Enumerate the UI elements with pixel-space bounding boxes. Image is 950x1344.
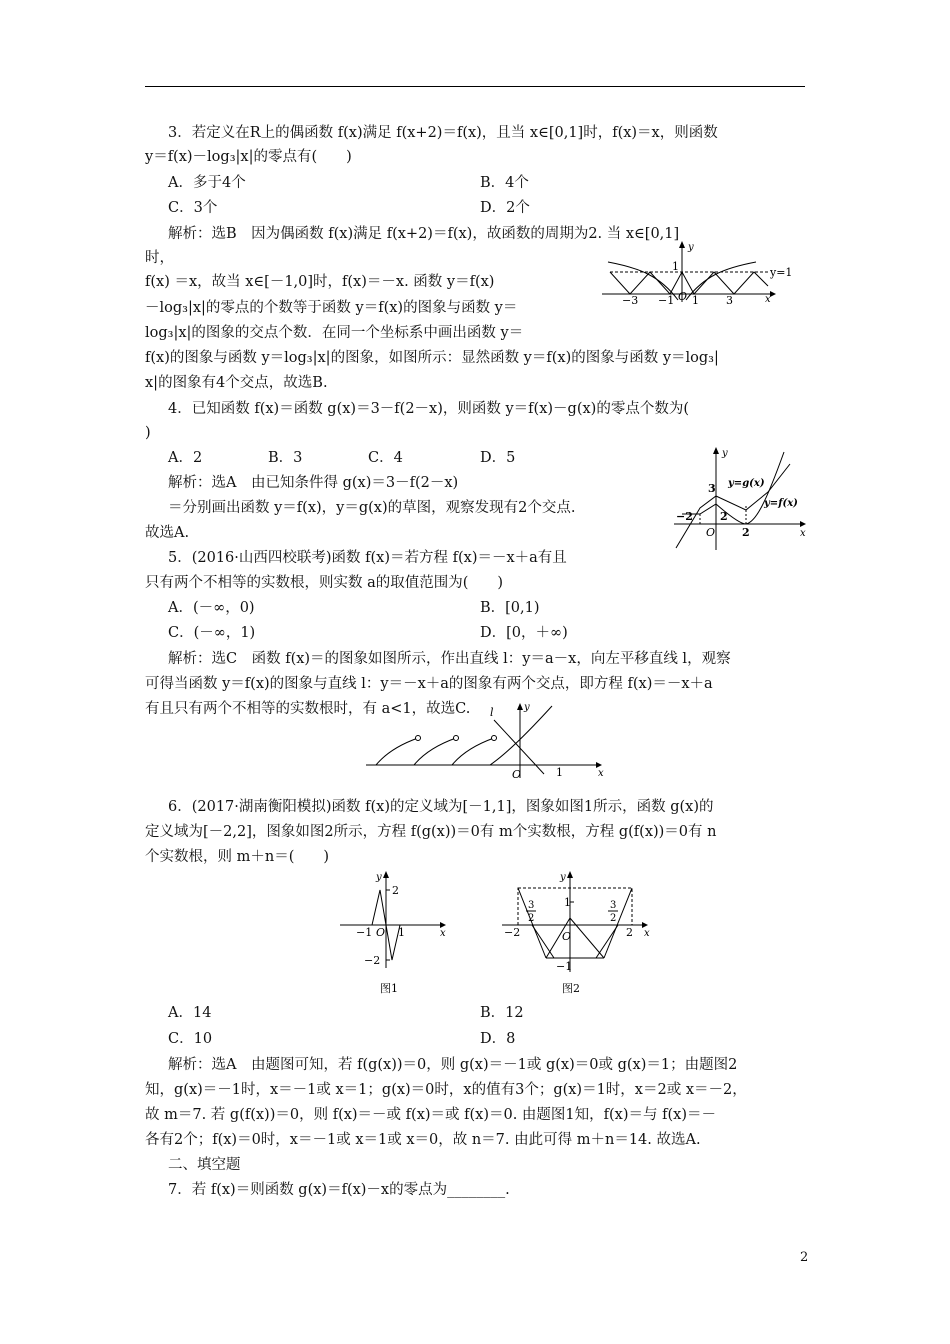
- q3-solution-line5: log₃|x|的图象的交点个数．在同一个坐标系中画出函数 y＝: [145, 325, 524, 341]
- fig4-neg2-label: −2: [364, 954, 381, 967]
- fig5-neg1-label: −1: [556, 960, 573, 973]
- figure-2: [498, 868, 658, 998]
- fig5-one-label: 1: [564, 896, 571, 909]
- q4-option-a: A．2: [168, 450, 203, 466]
- q3-option-a: A．多于4个: [168, 175, 246, 191]
- fig1-one-label: 1: [672, 260, 679, 273]
- q4-solution-line2: ＝分别画出函数 y＝f(x)，y＝g(x)的草图，观察发现有2个交点.: [168, 500, 576, 516]
- fig2-origin-label: O: [706, 526, 716, 539]
- q6-line1: 6．(2017·湖南衡阳模拟)函数 f(x)的定义域为[－1,1]，图象如图1所示，函数 g(x)的: [168, 799, 714, 815]
- fig4-caption: 图1: [380, 982, 398, 995]
- q4-option-d: D．5: [480, 450, 516, 466]
- q6-solution-line1: 解析：选A 由题图可知，若 f(g(x))＝0，则 g(x)＝－1或 g(x)＝0或 g(x)＝1；由题图2: [168, 1057, 738, 1073]
- q5-solution-line1: 解析：选C 函数 f(x)＝的图象如图所示，作出直线 l：y＝a－x，向左平移直线 l，观察: [168, 651, 731, 667]
- q5-line2: 只有两个不相等的实数根，则实数 a的取值范围为( ): [145, 575, 504, 591]
- q6-line3: 个实数根，则 m＋n＝( ): [145, 849, 330, 865]
- fig1-neg1-label: −1: [658, 294, 675, 306]
- fig5-frac-left-num: 3: [528, 900, 535, 911]
- fig4-x-label: x: [440, 928, 446, 939]
- page-number: 2: [800, 1250, 809, 1265]
- fig5-frac-left-den: 2: [528, 913, 535, 924]
- fig1-y-label: y: [688, 242, 694, 253]
- q6-line2: 定义域为[－2,2]，图象如图2所示，方程 f(g(x))＝0有 m个实数根，方程 g(f(x))＝0有 n: [145, 824, 717, 840]
- fig4-one-label: 1: [398, 926, 405, 939]
- fig5-frac-right-den: 2: [610, 913, 617, 924]
- fig3-x-label: x: [598, 768, 604, 779]
- q6-option-b: B．12: [480, 1005, 524, 1021]
- fig4-y-label: y: [376, 872, 382, 883]
- fig5-y-label: y: [560, 872, 566, 883]
- q4-line2: ): [145, 425, 151, 441]
- q6-solution-line3: 故 m＝7. 若 g(f(x))＝0，则 f(x)＝－或 f(x)＝或 f(x)＝0. 由题图1知，f(x)＝与 f(x)＝－: [145, 1107, 716, 1123]
- fig5-two-label: 2: [626, 926, 633, 939]
- fig2-x2-label: 2: [742, 526, 750, 539]
- fig1-x-label: x: [765, 294, 771, 305]
- q3-option-d: D．2个: [480, 200, 530, 216]
- q5-option-d: D．[0，＋∞): [480, 625, 568, 641]
- fig5-caption: 图2: [562, 982, 580, 995]
- q4-option-c: C．4: [368, 450, 403, 466]
- figure-periodic-function: [600, 238, 805, 306]
- section-heading-fill-in: 二、填空题: [168, 1157, 241, 1173]
- fig5-origin-label: O: [562, 930, 572, 943]
- fig3-origin-label: O: [512, 768, 522, 780]
- fig1-pos3-label: 3: [726, 294, 733, 306]
- q6-option-d: D．8: [480, 1031, 516, 1047]
- fig2-two-label: 2: [720, 510, 728, 523]
- q3-solution-line6: f(x)的图象与函数 y＝log₃|x|的图象，如图所示：显然函数 y＝f(x)的图象与函数 y＝log₃|: [145, 350, 719, 366]
- fig2-x-label: x: [800, 528, 806, 539]
- q3-solution-line4: －log₃|x|的零点的个数等于函数 y＝f(x)的图象与函数 y＝: [145, 300, 518, 316]
- q6-solution-line4: 各有2个；f(x)＝0时，x＝－1或 x＝1或 x＝0，故 n＝7. 由此可得 m＋n＝14. 故选A.: [145, 1132, 701, 1148]
- fig5-x-label: x: [644, 928, 650, 939]
- fig5-neg2-label: −2: [504, 926, 521, 939]
- q3-line2: y＝f(x)－log₃|x|的零点有( ): [145, 149, 352, 165]
- header-rule: [145, 86, 805, 87]
- fig1-pos1-label: 1: [692, 294, 699, 306]
- q3-option-c: C．3个: [168, 200, 218, 216]
- q3-option-b: B．4个: [480, 175, 529, 191]
- q5-option-a: A．(－∞，0): [168, 600, 255, 616]
- q5-option-b: B．[0,1): [480, 600, 540, 616]
- fig5-frac-right-num: 3: [610, 900, 617, 911]
- figure-1: [336, 868, 456, 998]
- fig3-y-label: y: [524, 702, 530, 713]
- q6-option-a: A．14: [168, 1005, 212, 1021]
- q5-solution-line2: 可得当函数 y＝f(x)的图象与直线 l：y＝－x＋a的图象有两个交点，即方程 f(x)＝－x＋a: [145, 676, 713, 692]
- fig4-two-label: 2: [392, 884, 399, 897]
- fig4-origin-label: O: [376, 926, 386, 939]
- q5-solution-line3: 有且只有两个不相等的实数根时，有 a<1，故选C.: [145, 701, 471, 717]
- figure-f-and-g: [672, 440, 808, 552]
- q7-line1: 7．若 f(x)＝则函数 g(x)＝f(x)－x的零点为________.: [168, 1182, 510, 1198]
- fig2-f-label: y=f(x): [764, 498, 798, 509]
- fig1-origin-label: O: [678, 290, 688, 303]
- fig1-y1-label: y=1: [770, 266, 793, 279]
- fig2-y-label: y: [722, 448, 728, 459]
- fig2-g-label: y=g(x): [728, 478, 765, 489]
- fig1-neg3-label: −3: [622, 294, 639, 306]
- fig3-l-label: l: [490, 706, 494, 719]
- q4-solution-line3: 故选A.: [145, 525, 190, 541]
- fig4-neg1-label: −1: [356, 926, 373, 939]
- q3-solution-line3: f(x) ＝x，故当 x∈[－1,0]时，f(x)＝－x. 函数 y＝f(x): [145, 274, 495, 290]
- q4-option-b: B．3: [268, 450, 303, 466]
- q3-line1: 3．若定义在R上的偶函数 f(x)满足 f(x+2)＝f(x)，且当 x∈[0,1]时，f(x)＝x，则函数: [168, 125, 718, 141]
- fig2-three-label: 3: [708, 482, 716, 495]
- q6-option-c: C．10: [168, 1031, 213, 1047]
- figure-arcs-and-line: [362, 700, 612, 780]
- q3-solution-line7: x|的图象有4个交点，故选B.: [145, 375, 328, 391]
- q5-line1: 5．(2016·山西四校联考)函数 f(x)＝若方程 f(x)＝－x＋a有且: [168, 550, 567, 566]
- q3-solution-line2: 时，: [145, 250, 174, 266]
- fig2-neg2-label: −2: [676, 510, 693, 523]
- q6-solution-line2: 知，g(x)＝－1时，x＝－1或 x＝1；g(x)＝0时，x的值有3个；g(x)＝1时，x＝2或 x＝－2，: [145, 1082, 747, 1098]
- q3-solution-line1: 解析：选B 因为偶函数 f(x)满足 f(x+2)＝f(x)，故函数的周期为2. 当 x∈[0,1]: [168, 226, 680, 242]
- q4-solution-line1: 解析：选A 由已知条件得 g(x)＝3－f(2－x): [168, 475, 459, 491]
- q4-line1: 4．已知函数 f(x)＝函数 g(x)＝3－f(2－x)，则函数 y＝f(x)－g(x)的零点个数为(: [168, 401, 689, 417]
- fig3-one-label: 1: [556, 766, 563, 779]
- q5-option-c: C．(－∞，1): [168, 625, 256, 641]
